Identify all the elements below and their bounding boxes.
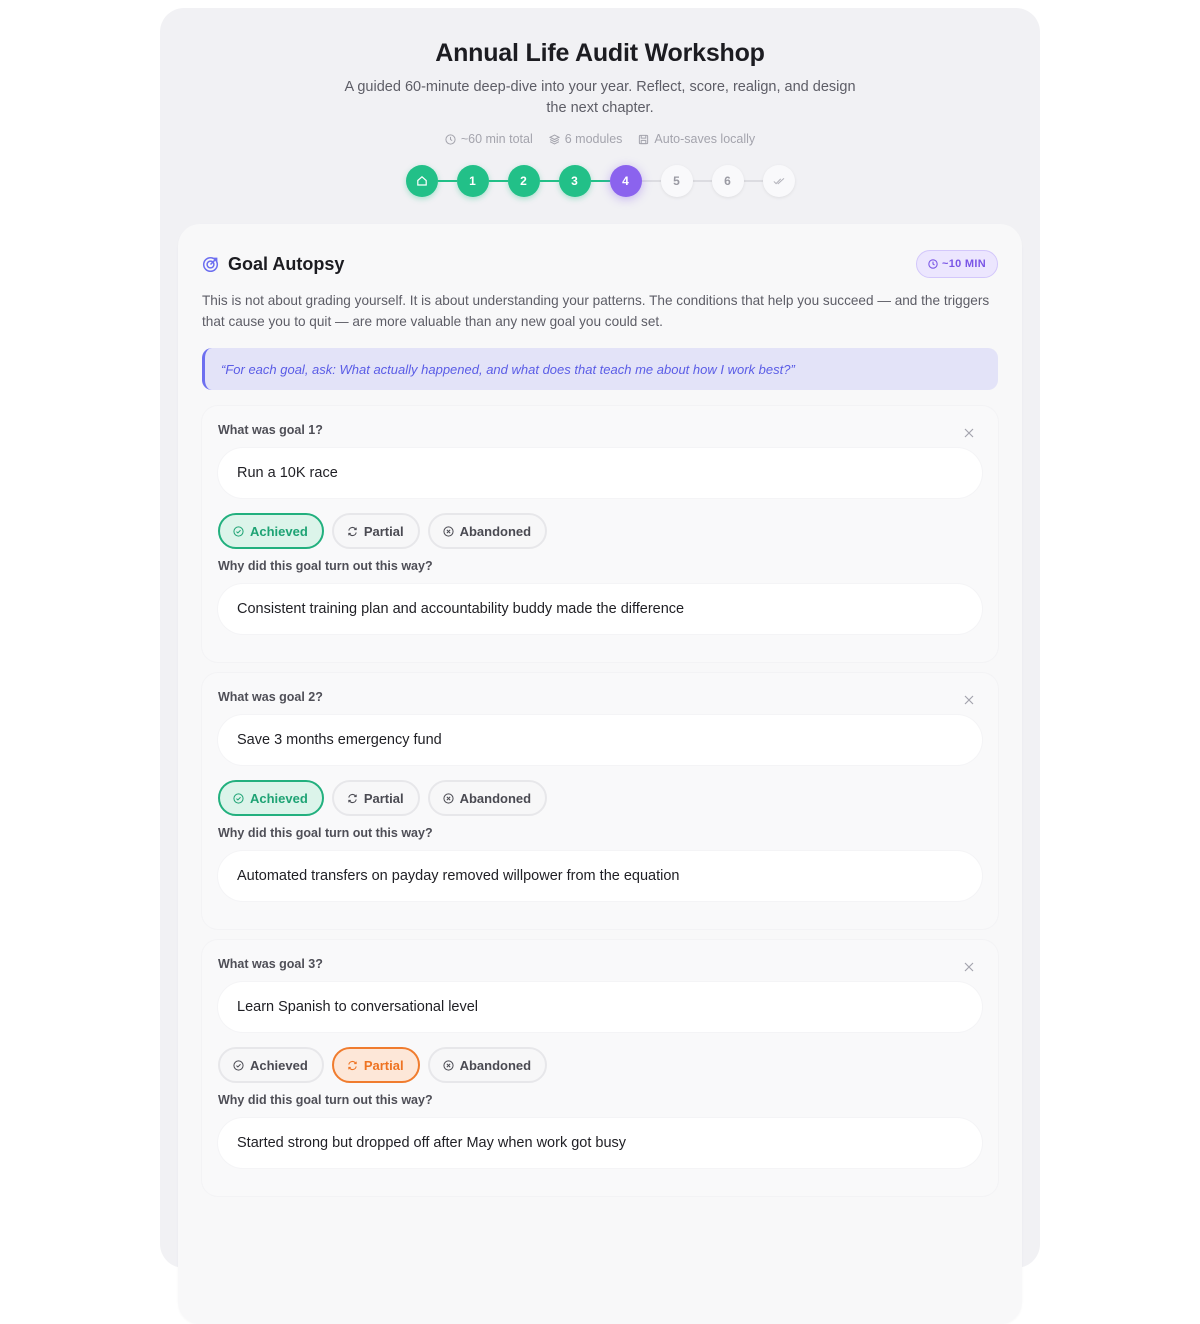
clock-icon	[445, 134, 456, 145]
why-label: Why did this goal turn out this way?	[218, 826, 433, 840]
module-time-label: ~10 MIN	[942, 258, 986, 270]
save-icon	[638, 134, 649, 145]
goal-input[interactable]: Save 3 months emergency fund	[218, 715, 982, 765]
status-abandoned-button[interactable]	[428, 1047, 548, 1083]
status-partial-label: Partial	[363, 790, 404, 806]
step-connector	[540, 180, 559, 182]
meta-duration-label: ~60 min total	[460, 132, 533, 146]
remove-goal-button[interactable]	[962, 426, 976, 440]
refresh-icon	[347, 1060, 358, 1071]
module-title-text: Goal Autopsy	[228, 253, 345, 274]
step-2[interactable]: 2	[508, 165, 540, 197]
step-connector	[744, 180, 763, 182]
step-connector	[642, 180, 661, 182]
step-5[interactable]: 5	[661, 165, 693, 197]
why-input[interactable]: Consistent training plan and accountability buddy made the difference	[218, 584, 982, 634]
step-1[interactable]: 1	[457, 165, 489, 197]
status-partial-button[interactable]	[332, 780, 420, 816]
status-achieved-label: Achieved	[250, 523, 308, 539]
goal-card-2	[202, 673, 998, 929]
check-circle-icon	[233, 526, 244, 537]
meta-autosave-label: Auto-saves locally	[654, 132, 756, 146]
status-achieved-label: Achieved	[250, 790, 308, 806]
meta-autosave	[638, 132, 755, 146]
page-header	[160, 8, 1040, 197]
status-achieved-button[interactable]	[218, 1047, 324, 1083]
goal-status-group	[218, 780, 982, 816]
remove-goal-button[interactable]	[962, 693, 976, 707]
meta-modules-label: 6 modules	[564, 132, 623, 146]
module-prompt-quote: “For each goal, ask: What actually happened, and what does that teach me about how I work best?”	[202, 348, 998, 390]
module-time-badge	[916, 250, 998, 278]
meta-duration	[445, 132, 533, 146]
goal-input[interactable]: Learn Spanish to conversational level	[218, 982, 982, 1032]
module-description: This is not about grading yourself. It is about understanding your patterns. The conditions that help you succeed — and the triggers that cause you to quit — are more valuable than any new goal you could set.	[202, 293, 990, 329]
goal-label: What was goal 2?	[218, 690, 323, 704]
meta-row	[160, 132, 1040, 146]
module-title	[202, 254, 344, 275]
refresh-icon	[347, 526, 358, 537]
target-icon	[202, 256, 219, 273]
x-circle-icon	[443, 1060, 454, 1071]
status-abandoned-label: Abandoned	[459, 523, 532, 539]
step-connector	[438, 180, 457, 182]
goal-status-group	[218, 1047, 982, 1083]
why-input[interactable]: Started strong but dropped off after May when work got busy	[218, 1118, 982, 1168]
status-abandoned-label: Abandoned	[459, 1057, 532, 1073]
step-connector	[591, 180, 610, 182]
status-partial-label: Partial	[363, 1057, 404, 1073]
status-achieved-label: Achieved	[250, 1057, 308, 1073]
status-partial-button[interactable]	[332, 1047, 420, 1083]
step-connector	[489, 180, 508, 182]
step-home[interactable]	[406, 165, 438, 197]
close-icon	[964, 695, 974, 705]
step-4[interactable]: 4	[610, 165, 642, 197]
x-circle-icon	[443, 793, 454, 804]
goal-status-group	[218, 513, 982, 549]
module-header	[202, 250, 998, 278]
goal-card-1	[202, 406, 998, 662]
status-abandoned-label: Abandoned	[459, 790, 532, 806]
close-icon	[964, 962, 974, 972]
status-partial-label: Partial	[363, 523, 404, 539]
meta-modules	[549, 132, 623, 146]
goal-label: What was goal 3?	[218, 957, 323, 971]
layers-icon	[549, 134, 560, 145]
module-card	[178, 224, 1022, 1324]
goal-card-3	[202, 940, 998, 1196]
step-connector	[693, 180, 712, 182]
why-input[interactable]: Automated transfers on payday removed willpower from the equation	[218, 851, 982, 901]
step-3[interactable]: 3	[559, 165, 591, 197]
refresh-icon	[347, 793, 358, 804]
check-double-icon	[773, 175, 785, 187]
step-complete[interactable]	[763, 165, 795, 197]
remove-goal-button[interactable]	[962, 960, 976, 974]
page-subtitle: A guided 60-minute deep-dive into your year. Reflect, score, realign, and design the next chapter.	[344, 79, 856, 116]
clock-icon	[928, 259, 938, 269]
close-icon	[964, 428, 974, 438]
check-circle-icon	[233, 1060, 244, 1071]
page-title: Annual Life Audit Workshop	[435, 39, 765, 67]
goal-label: What was goal 1?	[218, 423, 323, 437]
status-achieved-button[interactable]	[218, 780, 324, 816]
status-partial-button[interactable]	[332, 513, 420, 549]
goal-input[interactable]: Run a 10K race	[218, 448, 982, 498]
x-circle-icon	[443, 526, 454, 537]
check-circle-icon	[233, 793, 244, 804]
progress-stepper	[160, 165, 1040, 197]
status-abandoned-button[interactable]	[428, 513, 548, 549]
step-6[interactable]: 6	[712, 165, 744, 197]
why-label: Why did this goal turn out this way?	[218, 1093, 433, 1107]
workshop-container	[160, 8, 1040, 1268]
status-achieved-button[interactable]	[218, 513, 324, 549]
why-label: Why did this goal turn out this way?	[218, 559, 433, 573]
home-icon	[416, 175, 428, 187]
status-abandoned-button[interactable]	[428, 780, 548, 816]
